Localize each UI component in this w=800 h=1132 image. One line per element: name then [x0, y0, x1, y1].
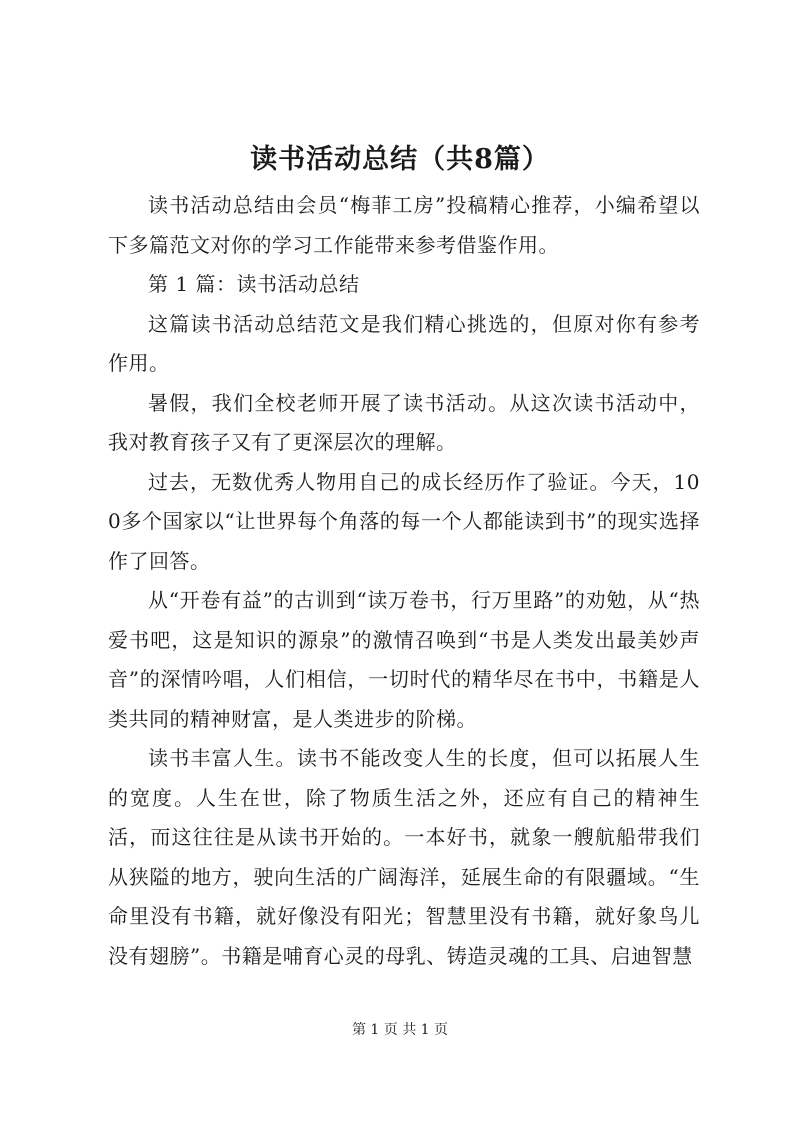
paragraph: 过去，无数优秀人物用自己的成长经历作了验证。今天，100多个国家以“让世界每个角落的每一个人都能读到书”的现实选择作了回答。: [108, 469, 700, 573]
paragraph-intro: 读书活动总结由会员“梅菲工房”投稿精心推荐，小编希望以下多篇范文对你的学习工作能带来参考借鉴作用。: [108, 193, 700, 257]
paragraph: 这篇读书活动总结范文是我们精心挑选的，但原对你有参考作用。: [108, 311, 700, 375]
page-footer: 第 1 页 共 1 页: [351, 1022, 449, 1038]
paragraph: 暑假，我们全校老师开展了读书活动。从这次读书活动中，我对教育孩子又有了更深层次的理解。: [108, 390, 700, 454]
paragraph: 读书丰富人生。读书不能改变人生的长度，但可以拓展人生的宽度。人生在世，除了物质生活之外，还应有自己的精神生活，而这往往是从读书开始的。一本好书，就象一艘航船带我们从狭隘的地方，驶向生活的广阔海洋，延展生命的有限疆域。“生命里没有书籍，就好像没有阳光；智慧里没有书籍，就好象鸟儿没有翅膀”。书籍是哺育心灵的母乳、铸造灵魂的工具、启迪智慧: [108, 746, 700, 968]
section-heading: 第 1 篇：读书活动总结: [148, 272, 360, 296]
document-body: [108, 186, 700, 976]
paragraph: 从“开卷有益”的古训到“读万卷书，行万里路”的劝勉，从“热爱书吧，这是知识的源泉”的激情召唤到“书是人类发出最美妙声音”的深情吟唱，人们相信，一切时代的精华尽在书中，书籍是人类共同的精神财富，是人类进步的阶梯。: [108, 588, 700, 731]
document-title: 读书活动总结（共8篇）: [250, 144, 550, 175]
